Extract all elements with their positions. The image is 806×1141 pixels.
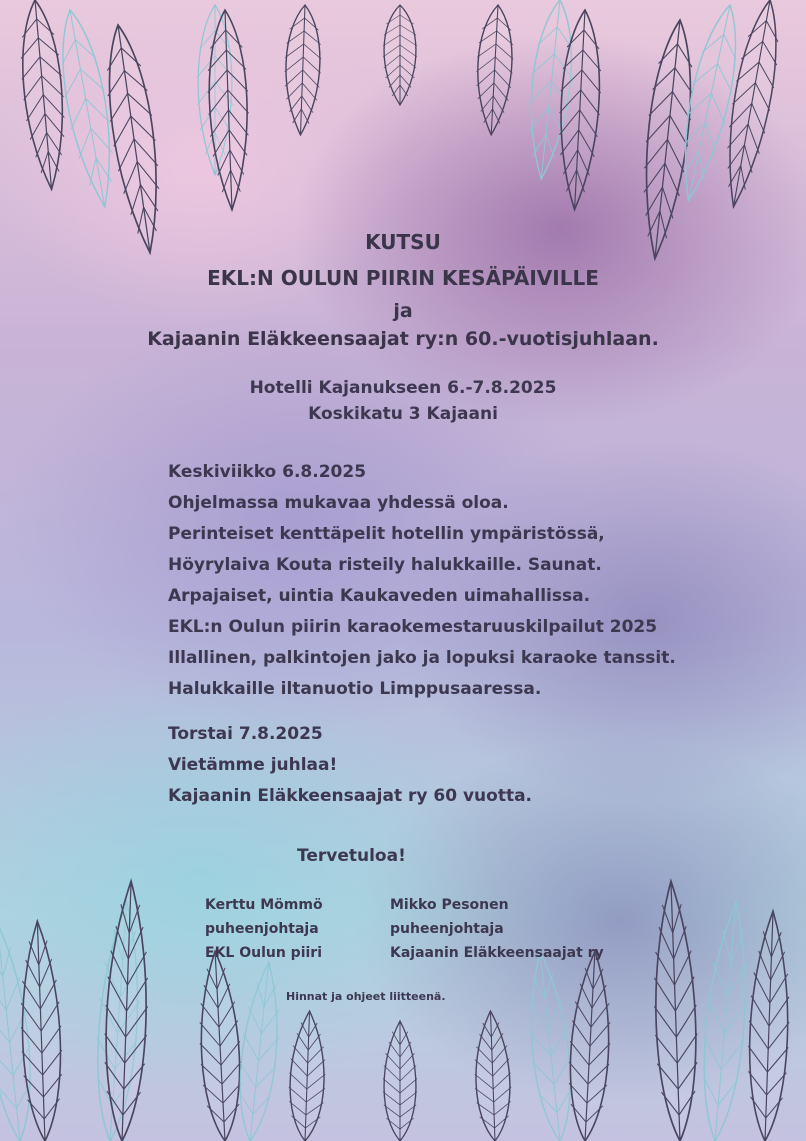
signer-2-name: Mikko Pesonen xyxy=(390,897,509,913)
day1-line: Illallinen, palkintojen jako ja lopuksi karaoke tanssit. xyxy=(168,648,676,668)
connector-text: ja xyxy=(393,300,413,322)
event-heading: EKL:N OULUN PIIRIN KESÄPÄIVILLE xyxy=(207,266,599,290)
venue-line-1: Hotelli Kajanukseen 6.-7.8.2025 xyxy=(249,378,557,398)
anniversary-heading: Kajaanin Eläkkeensaajat ry:n 60.-vuotisjuhlaan. xyxy=(147,328,659,350)
signer-1-role: puheenjohtaja xyxy=(205,921,319,937)
title: KUTSU xyxy=(365,230,441,254)
day1-line: Perinteiset kenttäpelit hotellin ympäristössä, xyxy=(168,524,605,544)
day2-heading: Torstai 7.8.2025 xyxy=(168,724,323,744)
day1-line: Höyrylaiva Kouta risteily halukkaille. Saunat. xyxy=(168,555,602,575)
signer-2-role: puheenjohtaja xyxy=(390,921,504,937)
venue-line-2: Koskikatu 3 Kajaani xyxy=(308,404,498,424)
day1-line: Ohjelmassa mukavaa yhdessä oloa. xyxy=(168,493,509,513)
welcome-text: Tervetuloa! xyxy=(297,846,406,866)
footnote: Hinnat ja ohjeet liitteenä. xyxy=(286,990,446,1003)
day1-line: Halukkaille iltanuotio Limppusaaressa. xyxy=(168,679,542,699)
day1-line: EKL:n Oulun piirin karaokemestaruuskilpailut 2025 xyxy=(168,617,658,637)
day2-line: Vietämme juhlaa! xyxy=(168,755,338,775)
signer-1-org: EKL Oulun piiri xyxy=(205,945,323,961)
signer-1-name: Kerttu Mömmö xyxy=(205,897,323,913)
day2-line: Kajaanin Eläkkeensaajat ry 60 vuotta. xyxy=(168,786,533,806)
day1-heading: Keskiviikko 6.8.2025 xyxy=(168,462,367,482)
day1-line: Arpajaiset, uintia Kaukaveden uimahallissa. xyxy=(168,586,591,606)
signer-2-org: Kajaanin Eläkkeensaajat ry xyxy=(390,945,604,961)
